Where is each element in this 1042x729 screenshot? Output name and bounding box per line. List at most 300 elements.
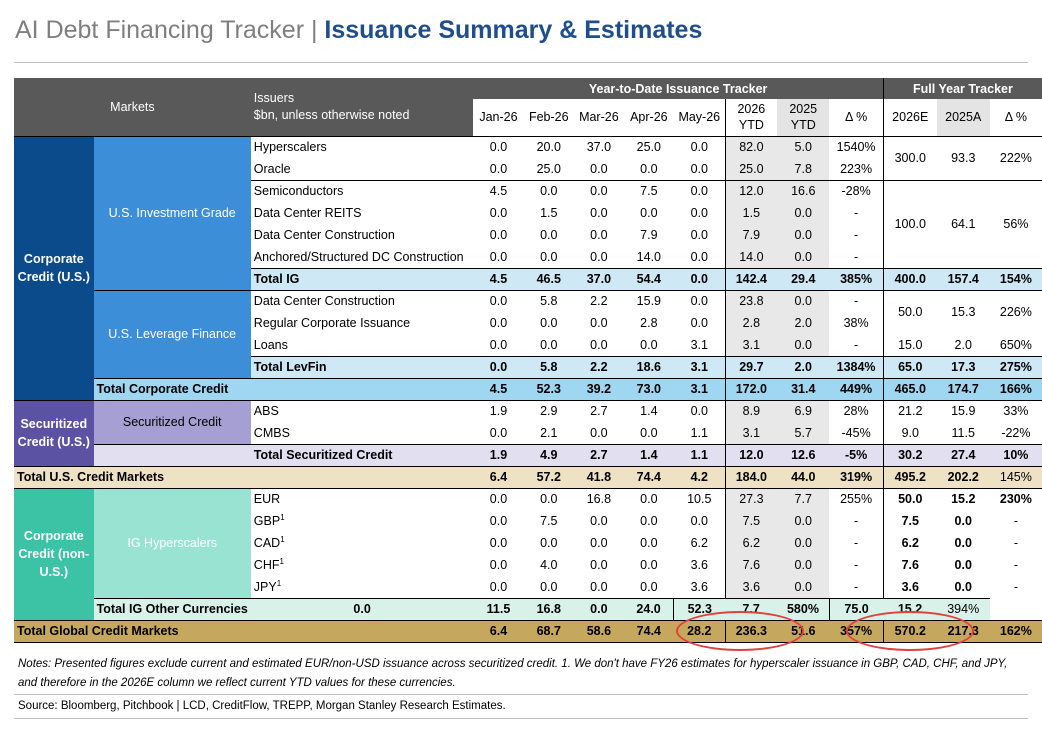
- value-cell: 3.1: [674, 356, 725, 378]
- value-cell: 0.0: [590, 249, 608, 264]
- value-cell: 0.0: [640, 558, 658, 572]
- value-cell: 6.4: [473, 466, 523, 488]
- total-row: [14, 598, 1042, 620]
- value-cell: 14.0: [636, 249, 662, 264]
- value-cell: 6.9: [777, 400, 829, 422]
- value-cell: 4.2: [674, 466, 725, 488]
- value-cell: 24.0: [624, 598, 674, 620]
- currency-label: JPY: [253, 579, 277, 594]
- value-cell: 0.0: [540, 249, 558, 264]
- value-cell: 21.2: [883, 400, 936, 422]
- column-header: Feb-26: [524, 99, 574, 136]
- full-year-cell: 64.1: [937, 180, 990, 268]
- value-cell: 0.0: [640, 337, 658, 352]
- value-cell: 0.0: [640, 206, 658, 220]
- value-cell: -22%: [1001, 425, 1031, 440]
- value-cell: 0.0: [590, 161, 608, 176]
- value-cell: 202.2: [937, 466, 990, 488]
- value-cell: 28.2: [674, 620, 725, 642]
- column-header: Apr-26: [624, 99, 674, 136]
- column-header: Mar-26: [574, 99, 624, 136]
- value-cell: 31.4: [777, 378, 829, 400]
- ytd-group-header: Year-to-Date Issuance Tracker: [473, 78, 883, 99]
- value-cell: 7.6: [725, 554, 777, 576]
- value-cell: 1.5: [725, 202, 777, 224]
- issuer-label: Total IG: [251, 268, 474, 290]
- value-cell: 1.4: [624, 400, 674, 422]
- value-cell: -28%: [829, 180, 883, 202]
- value-cell: 0.0: [640, 536, 658, 550]
- value-cell: 7.7: [725, 598, 777, 620]
- issuer-label: Regular Corporate Issuance: [253, 316, 411, 330]
- value-cell: 0.0: [473, 136, 523, 158]
- value-cell: 73.0: [624, 378, 674, 400]
- currency-label: GBP: [253, 514, 281, 528]
- value-cell: 650%: [999, 337, 1032, 352]
- value-cell: 7.9: [725, 224, 777, 246]
- value-cell: 7.5: [725, 510, 777, 532]
- table-row: [14, 136, 1042, 158]
- column-header: Δ %: [829, 99, 883, 136]
- full-year-cell: 15.3: [937, 290, 990, 334]
- value-cell: 6.2: [690, 536, 708, 550]
- total-row: [14, 466, 1042, 488]
- value-cell: 29.7: [725, 356, 777, 378]
- value-cell: 0.0: [777, 224, 829, 246]
- value-cell: -: [854, 514, 859, 528]
- value-cell: 5.8: [524, 290, 574, 312]
- issuer-label: Hyperscalers: [251, 136, 474, 158]
- value-cell: 39.2: [574, 378, 624, 400]
- value-cell: 6.2: [725, 532, 777, 554]
- value-cell: 0.0: [777, 576, 829, 598]
- issuers-header: [251, 78, 474, 136]
- full-year-cell: 226%: [990, 290, 1042, 334]
- value-cell: 0.0: [674, 268, 725, 290]
- value-cell: 7.6: [883, 554, 936, 576]
- spacer-cell: [94, 444, 251, 466]
- value-cell: 236.3: [725, 620, 777, 642]
- value-cell: 0.0: [590, 558, 608, 572]
- value-cell: 3.6: [883, 576, 936, 598]
- value-cell: -45%: [841, 425, 871, 440]
- value-cell: 0.0: [473, 488, 523, 510]
- value-cell: 0.0: [473, 356, 523, 378]
- value-cell: 57.2: [524, 466, 574, 488]
- total-row: [14, 444, 1042, 466]
- value-cell: 11.5: [951, 425, 975, 440]
- value-cell: 0.0: [489, 514, 508, 528]
- value-cell: 385%: [829, 268, 883, 290]
- value-cell: 41.8: [574, 466, 624, 488]
- value-cell: 51.6: [777, 620, 829, 642]
- issuer-label: Data Center REITS: [253, 206, 362, 220]
- value-cell: 0.0: [777, 290, 829, 312]
- issuance-table: [14, 78, 1042, 643]
- value-cell: 3.1: [725, 422, 777, 444]
- issuer-label: [251, 510, 474, 532]
- column-header: 2025 YTD: [777, 99, 829, 136]
- value-cell: 230%: [990, 488, 1042, 510]
- value-cell: 2.7: [574, 444, 624, 466]
- value-cell: 1.5: [540, 206, 558, 220]
- value-cell: 82.0: [725, 136, 777, 158]
- value-cell: 5.8: [524, 356, 574, 378]
- value-cell: 14.0: [725, 246, 777, 268]
- value-cell: 0.0: [690, 249, 708, 264]
- issuer-label: Semiconductors: [251, 180, 474, 202]
- value-cell: 495.2: [883, 466, 936, 488]
- value-cell: 0.0: [777, 554, 829, 576]
- issuer-label: Total Securitized Credit: [251, 444, 474, 466]
- value-cell: 37.0: [574, 268, 624, 290]
- issuer-label: Anchored/Structured DC Construction: [253, 249, 464, 264]
- value-cell: 3.6: [690, 579, 708, 594]
- value-cell: 0.0: [777, 246, 829, 268]
- value-cell: 1.1: [690, 425, 708, 440]
- value-cell: 0.0: [590, 579, 608, 594]
- value-cell: 0.0: [690, 514, 708, 528]
- value-cell: 2.2: [574, 290, 624, 312]
- units-label: $bn, unless otherwise noted: [253, 107, 410, 122]
- value-cell: 0.0: [489, 316, 508, 330]
- column-header: 2025A: [937, 99, 990, 136]
- issuer-label: Total IG Other Currencies: [94, 598, 251, 620]
- value-cell: 20.0: [524, 136, 574, 158]
- header-row-1: [14, 78, 1042, 99]
- value-cell: 0.0: [640, 514, 658, 528]
- value-cell: 0.0: [489, 558, 508, 572]
- value-cell: 319%: [829, 466, 883, 488]
- value-cell: 15.9: [937, 400, 990, 422]
- value-cell: 12.6: [777, 444, 829, 466]
- value-cell: 0.0: [690, 206, 708, 220]
- value-cell: 0.0: [674, 136, 725, 158]
- value-cell: 0.0: [540, 316, 558, 330]
- value-cell: 0.0: [489, 249, 508, 264]
- value-cell: 25.0: [536, 161, 561, 176]
- group-securitized-us: Securitized Credit (U.S.): [14, 400, 94, 466]
- footnote-marker: 1: [276, 578, 282, 588]
- value-cell: 46.5: [524, 268, 574, 290]
- value-cell: -: [854, 579, 859, 594]
- value-cell: 15.2: [937, 488, 990, 510]
- group-ig-hyperscalers: IG Hyperscalers: [94, 488, 251, 598]
- value-cell: 3.1: [674, 378, 725, 400]
- issuer-label: [251, 532, 474, 554]
- value-cell: 400.0: [883, 268, 936, 290]
- group-us-ig: U.S. Investment Grade: [94, 136, 251, 290]
- value-cell: 0.0: [624, 488, 674, 510]
- value-cell: 7.9: [640, 228, 658, 242]
- full-year-cell: 300.0: [883, 136, 936, 180]
- value-cell: 223%: [840, 161, 873, 176]
- value-cell: 38%: [843, 316, 869, 330]
- value-cell: 23.8: [725, 290, 777, 312]
- value-cell: 15.0: [883, 334, 936, 356]
- value-cell: 12.0: [725, 444, 777, 466]
- value-cell: -: [854, 536, 859, 550]
- column-header: Δ %: [990, 99, 1042, 136]
- value-cell: 172.0: [725, 378, 777, 400]
- column-header: Jan-26: [473, 99, 523, 136]
- value-cell: 17.3: [937, 356, 990, 378]
- value-cell: 0.0: [777, 334, 829, 356]
- value-cell: 25.0: [624, 136, 674, 158]
- full-year-cell: 56%: [990, 180, 1042, 268]
- issuer-label: Total Global Credit Markets: [14, 620, 473, 642]
- value-cell: 58.6: [574, 620, 624, 642]
- value-cell: 0.0: [954, 579, 972, 594]
- value-cell: 15.2: [883, 598, 936, 620]
- value-cell: 52.3: [674, 598, 725, 620]
- currency-label: CHF: [253, 558, 280, 572]
- value-cell: 2.9: [524, 400, 574, 422]
- value-cell: 18.6: [624, 356, 674, 378]
- value-cell: 7.5: [883, 510, 936, 532]
- column-header: May-26: [674, 99, 725, 136]
- value-cell: 0.0: [954, 514, 972, 528]
- value-cell: 357%: [829, 620, 883, 642]
- value-cell: 0.0: [473, 290, 523, 312]
- value-cell: 0.0: [590, 536, 608, 550]
- value-cell: 16.8: [524, 598, 574, 620]
- value-cell: 1384%: [829, 356, 883, 378]
- value-cell: 0.0: [489, 337, 508, 352]
- value-cell: 68.7: [524, 620, 574, 642]
- value-cell: 0.0: [524, 180, 574, 202]
- value-cell: 27.3: [725, 488, 777, 510]
- issuer-label: Loans: [253, 337, 288, 352]
- value-cell: 0.0: [540, 228, 558, 242]
- full-year-cell: 50.0: [883, 290, 936, 334]
- value-cell: -: [829, 290, 883, 312]
- currency-label: CAD: [253, 536, 281, 550]
- title-separator: |: [304, 16, 325, 44]
- value-cell: 3.1: [690, 337, 708, 352]
- value-cell: 0.0: [590, 425, 608, 440]
- value-cell: 15.9: [624, 290, 674, 312]
- value-cell: 465.0: [883, 378, 936, 400]
- value-cell: 4.5: [473, 378, 523, 400]
- table-row: [14, 290, 1042, 312]
- value-cell: 0.0: [690, 161, 708, 176]
- value-cell: 0.0: [489, 228, 508, 242]
- value-cell: 0.0: [777, 202, 829, 224]
- value-cell: 75.0: [829, 598, 883, 620]
- value-cell: 0.0: [640, 579, 658, 594]
- value-cell: 0.0: [777, 510, 829, 532]
- group-corporate-credit-us: Corporate Credit (U.S.): [14, 136, 94, 400]
- value-cell: 0.0: [954, 536, 972, 550]
- issuer-label: Oracle: [253, 161, 291, 176]
- value-cell: 33%: [990, 400, 1042, 422]
- group-securitized-sub: Securitized Credit: [94, 400, 251, 444]
- value-cell: 2.0: [777, 356, 829, 378]
- issuer-label: Total LevFin: [251, 356, 474, 378]
- value-cell: 142.4: [725, 268, 777, 290]
- value-cell: -: [1013, 514, 1018, 528]
- value-cell: 3.6: [725, 576, 777, 598]
- source: Source: Bloomberg, Pitchbook | LCD, CreditFlow, TREPP, Morgan Stanley Research Estimates.: [18, 700, 506, 712]
- value-cell: 0.0: [524, 488, 574, 510]
- value-cell: 0.0: [674, 400, 725, 422]
- value-cell: 9.0: [883, 422, 936, 444]
- group-corporate-credit-nonus: Corporate Credit (non-U.S.): [14, 488, 94, 620]
- value-cell: 3.6: [690, 558, 708, 572]
- value-cell: 0.0: [690, 316, 708, 330]
- value-cell: 255%: [829, 488, 883, 510]
- value-cell: 3.1: [725, 334, 777, 356]
- value-cell: 0.0: [574, 598, 624, 620]
- full-year-cell: 100.0: [883, 180, 936, 268]
- value-cell: 184.0: [725, 466, 777, 488]
- value-cell: 0.0: [540, 579, 558, 594]
- full-year-cell: 93.3: [937, 136, 990, 180]
- value-cell: 74.4: [624, 620, 674, 642]
- value-cell: 5.7: [777, 422, 829, 444]
- value-cell: 74.4: [624, 466, 674, 488]
- value-cell: 11.5: [473, 598, 523, 620]
- value-cell: 12.0: [725, 180, 777, 202]
- full-year-cell: 222%: [990, 136, 1042, 180]
- value-cell: 570.2: [883, 620, 936, 642]
- value-cell: 1.9: [473, 444, 523, 466]
- value-cell: 2.0: [777, 312, 829, 334]
- value-cell: 4.9: [524, 444, 574, 466]
- value-cell: 449%: [829, 378, 883, 400]
- title-main: Issuance Summary & Estimates: [324, 16, 703, 44]
- value-cell: 166%: [990, 378, 1042, 400]
- bottom-divider: [14, 718, 1028, 719]
- value-cell: 0.0: [954, 558, 972, 572]
- value-cell: -: [854, 337, 859, 352]
- value-cell: 50.0: [883, 488, 936, 510]
- value-cell: 44.0: [777, 466, 829, 488]
- value-cell: 0.0: [590, 514, 608, 528]
- value-cell: 174.7: [937, 378, 990, 400]
- value-cell: 0.0: [574, 180, 624, 202]
- value-cell: 10%: [990, 444, 1042, 466]
- markets-header: Markets: [14, 78, 251, 136]
- issuer-label: [251, 576, 474, 598]
- value-cell: -: [854, 558, 859, 572]
- value-cell: 7.5: [540, 514, 558, 528]
- value-cell: 0.0: [640, 425, 658, 440]
- footnote-marker: 1: [279, 556, 284, 566]
- value-cell: 275%: [990, 356, 1042, 378]
- group-us-levfin: U.S. Leverage Finance: [94, 290, 251, 378]
- column-header: 2026E: [883, 99, 936, 136]
- value-cell: 10.5: [674, 488, 725, 510]
- value-cell: 0.0: [540, 536, 558, 550]
- value-cell: 2.8: [725, 312, 777, 334]
- value-cell: 4.0: [540, 558, 558, 572]
- value-cell: 6.4: [473, 620, 523, 642]
- value-cell: 7.8: [777, 158, 829, 180]
- value-cell: 1540%: [829, 136, 883, 158]
- value-cell: 0.0: [489, 161, 508, 176]
- value-cell: 25.0: [725, 158, 777, 180]
- table-row: [14, 400, 1042, 422]
- issuer-label: Total U.S. Credit Markets: [14, 466, 473, 488]
- value-cell: 1.4: [624, 444, 674, 466]
- value-cell: -: [854, 249, 859, 264]
- value-cell: -: [854, 206, 859, 220]
- value-cell: 2.7: [574, 400, 624, 422]
- value-cell: 0.0: [489, 206, 508, 220]
- top-divider: [14, 62, 1028, 63]
- value-cell: 2.2: [574, 356, 624, 378]
- value-cell: 0.0: [489, 579, 508, 594]
- value-cell: 0.0: [590, 206, 608, 220]
- value-cell: 0.0: [777, 532, 829, 554]
- value-cell: 27.4: [937, 444, 990, 466]
- total-row: [14, 620, 1042, 642]
- source-divider: [14, 694, 1028, 695]
- value-cell: 6.2: [883, 532, 936, 554]
- value-cell: 37.0: [574, 136, 624, 158]
- fy-group-header: Full Year Tracker: [883, 78, 1042, 99]
- value-cell: 0.0: [690, 228, 708, 242]
- value-cell: 7.5: [624, 180, 674, 202]
- value-cell: 4.5: [473, 268, 523, 290]
- value-cell: 154%: [990, 268, 1042, 290]
- value-cell: -: [1013, 580, 1018, 594]
- value-cell: 0.0: [251, 598, 474, 620]
- value-cell: 29.4: [777, 268, 829, 290]
- value-cell: 2.0: [954, 337, 972, 352]
- issuer-label: ABS: [251, 400, 474, 422]
- issuer-label: Data Center Construction: [253, 228, 395, 242]
- value-cell: 0.0: [540, 337, 558, 352]
- value-cell: -: [854, 228, 859, 242]
- column-header: 2026 YTD: [725, 99, 777, 136]
- total-row: [14, 378, 1042, 400]
- notes: Notes: Presented figures exclude current and estimated EUR/non-USD issuance across securitized credit. 1. We don't have FY26 estimates for hyperscaler issuance in GBP, CAD, CHF, and JPY, and therefore in the 2026E column we reflect current YTD values for these currencies.: [18, 658, 1008, 689]
- issuer-label: EUR: [251, 488, 474, 510]
- value-cell: 52.3: [524, 378, 574, 400]
- issuer-label: CMBS: [253, 425, 290, 440]
- value-cell: 8.9: [725, 400, 777, 422]
- value-cell: 0.0: [674, 290, 725, 312]
- issuer-label: [251, 554, 474, 576]
- value-cell: 7.7: [777, 488, 829, 510]
- value-cell: 16.6: [777, 180, 829, 202]
- value-cell: -5%: [829, 444, 883, 466]
- value-cell: 217.3: [937, 620, 990, 642]
- value-cell: -: [1013, 558, 1018, 572]
- value-cell: 30.2: [883, 444, 936, 466]
- issuer-label: Data Center Construction: [251, 290, 474, 312]
- value-cell: 16.8: [574, 488, 624, 510]
- table-row: [14, 488, 1042, 510]
- footnote-marker: 1: [280, 512, 285, 522]
- value-cell: 54.4: [624, 268, 674, 290]
- value-cell: 2.1: [540, 425, 558, 440]
- value-cell: 65.0: [883, 356, 936, 378]
- issuers-label: Issuers: [253, 90, 295, 105]
- value-cell: 1.1: [674, 444, 725, 466]
- value-cell: 0.0: [640, 161, 658, 176]
- value-cell: 0.0: [489, 536, 508, 550]
- value-cell: 145%: [990, 466, 1042, 488]
- footnote-marker: 1: [280, 534, 285, 544]
- page-title: [15, 16, 702, 45]
- value-cell: -: [1013, 536, 1018, 550]
- issuer-label: Total Corporate Credit: [94, 378, 474, 400]
- value-cell: 28%: [829, 400, 883, 422]
